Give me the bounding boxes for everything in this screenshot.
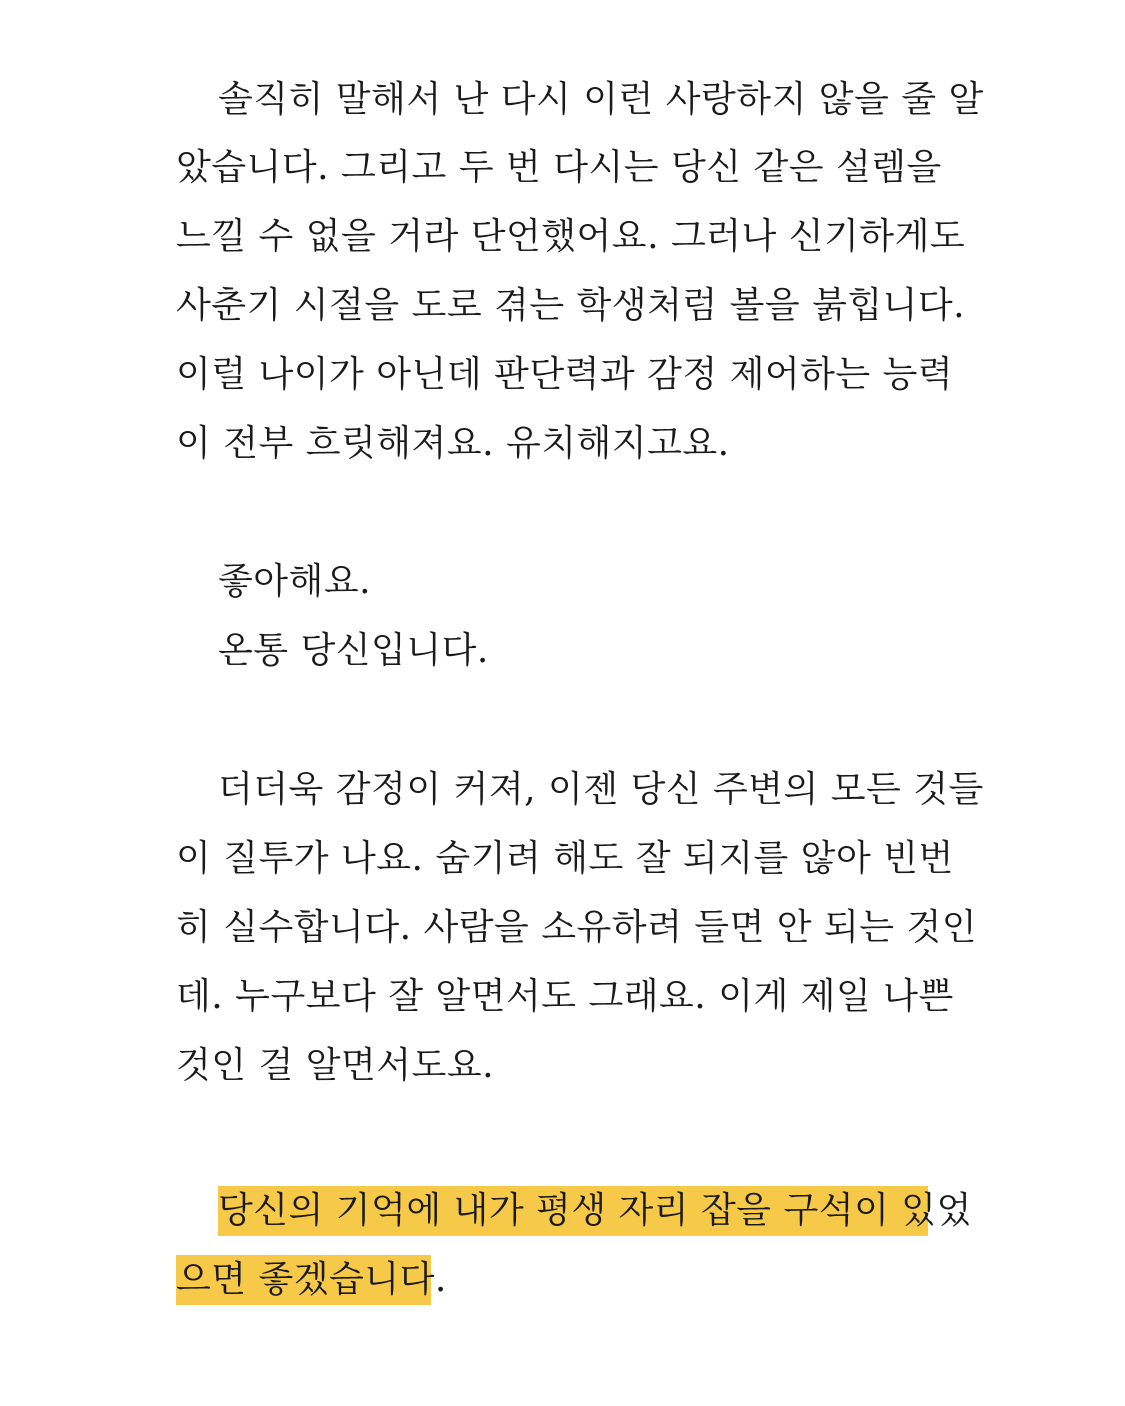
text-line: 사춘기 시절을 도로 겪는 학생처럼 볼을 붉힙니다. — [176, 285, 966, 326]
text-line: 히 실수합니다. 사람을 소유하려 들면 안 되는 것인 — [176, 907, 978, 948]
text-line: 이럴 나이가 아닌데 판단력과 감정 제어하는 능력 — [176, 354, 954, 395]
text-line: 솔직히 말해서 난 다시 이런 사랑하지 않을 줄 알 — [218, 79, 984, 120]
text-line: 온통 당신입니다. — [218, 630, 489, 671]
text-line: 았습니다. 그리고 두 번 다시는 당신 같은 설렘을 — [176, 147, 942, 188]
text-line: 데. 누구보다 잘 알면서도 그래요. 이게 제일 나쁜 — [176, 976, 954, 1017]
text-line: 느낄 수 없을 거라 단언했어요. 그러나 신기하게도 — [176, 216, 966, 257]
highlighted-text-line: 으면 좋겠습니다. — [176, 1255, 431, 1305]
text-line: 것인 걸 알면서도요. — [176, 1045, 495, 1086]
text-line: 더더욱 감정이 커져, 이젠 당신 주변의 모든 것들 — [218, 769, 984, 810]
highlighted-text-line: 당신의 기억에 내가 평생 자리 잡을 구석이 있었 — [218, 1186, 928, 1236]
text-line: 이 전부 흐릿해져요. 유치해지고요. — [176, 423, 730, 464]
text-line: 이 질투가 나요. 숨기려 해도 잘 되지를 않아 빈번 — [176, 838, 954, 879]
text-line: 좋아해요. — [218, 561, 372, 602]
